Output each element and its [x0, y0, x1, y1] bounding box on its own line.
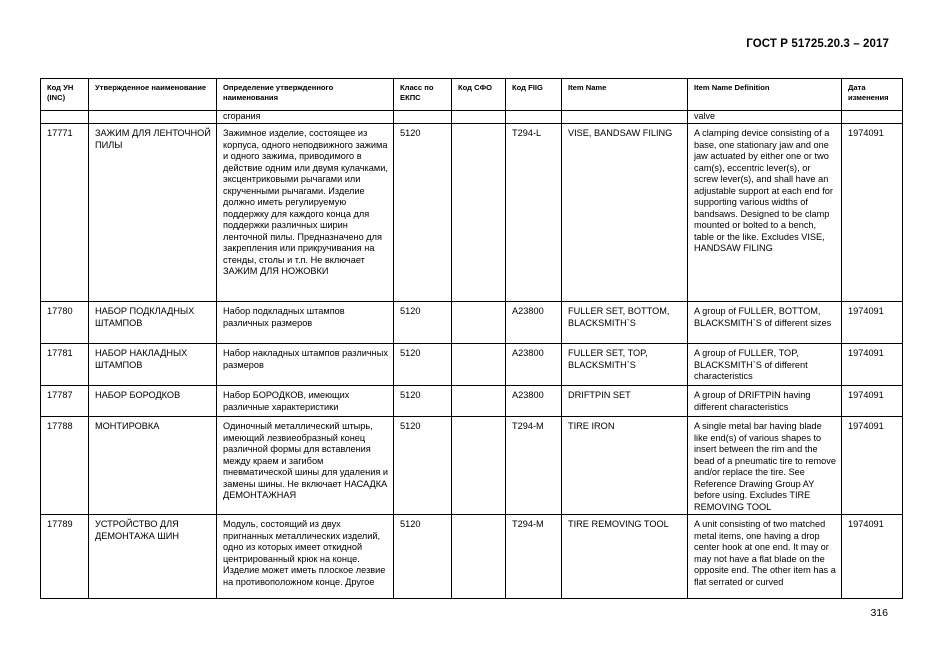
- cell-inc: 17781: [41, 344, 89, 386]
- cell-ekps: 5120: [394, 302, 452, 344]
- cell-date: 1974091: [842, 417, 903, 515]
- cell-item-name-definition: A clamping device consisting of a base, one stationary jaw and one jaw actuated by either one or two cam(s), eccentric lever(s), or screw lever(s), and shall have an adjustable support at each end for supporting various widths of bandsaws. Designed to be clamp mounted or bolted to a bench, table or the like. Excludes VISE, HANDSAW FILING: [688, 124, 842, 302]
- cell-name: НАБОР БОРОДКОВ: [89, 386, 217, 417]
- cell-fiig: T294-M: [506, 515, 562, 599]
- cell-inc: 17788: [41, 417, 89, 515]
- column-header-inc: Код УН (INC): [41, 79, 89, 111]
- cell-item-name-definition: A single metal bar having blade like end(s) of various shapes to insert between the rim and the bead of a pneumatic tire to remove and/or replace the tire. See Reference Drawing Group AY before using. Excludes TIRE REMOVING TOOL: [688, 417, 842, 515]
- column-header-name: Утвержденное наименование: [89, 79, 217, 111]
- cell-inc: 17771: [41, 124, 89, 302]
- cell-item-name: TIRE IRON: [562, 417, 688, 515]
- cell-ekps: 5120: [394, 124, 452, 302]
- cell-date: 1974091: [842, 124, 903, 302]
- cell-item-name: DRIFTPIN SET: [562, 386, 688, 417]
- cell-definition: Модуль, состоящий из двух пригнанных металлических изделий, одно из которых имеет откидной центрированный крюк на конце. Изделие может иметь плоское лезвие на противоположном конце. Другое: [217, 515, 394, 599]
- cell-item-name-definition: A group of FULLER, TOP, BLACKSMITH`S of different characteristics: [688, 344, 842, 386]
- table-row: [41, 344, 903, 386]
- cell-sfo: [452, 515, 506, 599]
- cell-item-name: VISE, BANDSAW FILING: [562, 124, 688, 302]
- cell-name: НАБОР НАКЛАДНЫХ ШТАМПОВ: [89, 344, 217, 386]
- column-header-date: Дата изменения: [842, 79, 903, 111]
- cell-fiig: T294-M: [506, 417, 562, 515]
- cell-date: 1974091: [842, 302, 903, 344]
- cell-sfo: [452, 344, 506, 386]
- cell-item-name: FULLER SET, BOTTOM, BLACKSMITH`S: [562, 302, 688, 344]
- cell-fiig: T294-L: [506, 124, 562, 302]
- cell-item-name-definition: valve: [688, 111, 842, 124]
- cell-definition: сгорания: [217, 111, 394, 124]
- column-header-item-name: Item Name: [562, 79, 688, 111]
- column-header-sfo: Код СФО: [452, 79, 506, 111]
- cell-sfo: [452, 302, 506, 344]
- cell-definition: Одиночный металлический штырь, имеющий лезвиеобразный конец различной формы для вставления между краем и загибом пневматической шины для удаления и замены шины. Не включает НАСАДКА ДЕМОНТАЖНАЯ: [217, 417, 394, 515]
- cell-inc: 17789: [41, 515, 89, 599]
- cell-ekps: 5120: [394, 515, 452, 599]
- cell-sfo: [452, 417, 506, 515]
- cell-sfo: [452, 124, 506, 302]
- cell-fiig: A23800: [506, 386, 562, 417]
- table-row: [41, 417, 903, 515]
- column-header-item-name-definition: Item Name Definition: [688, 79, 842, 111]
- cell-inc: 17787: [41, 386, 89, 417]
- page-number: 316: [870, 607, 888, 619]
- cell-definition: Зажимное изделие, состоящее из корпуса, одного неподвижного зажима и одного зажима, приводимого в действие одним или двумя кулачками, эксцентриковыми рычагами или скрученными рычагами. Изделие должно иметь регулируемую поддержку для каждого конца для поддержки различных ширин ленточной пилы. Предназначено для закрепления или прикручивания на стенды, столы и т.п. Не включает ЗАЖИМ ДЛЯ НОЖОВКИ: [217, 124, 394, 302]
- cell-ekps: 5120: [394, 344, 452, 386]
- table-header-row: [41, 79, 903, 111]
- cell-name: МОНТИРОВКА: [89, 417, 217, 515]
- cell-fiig: A23800: [506, 302, 562, 344]
- cell-name: ЗАЖИМ ДЛЯ ЛЕНТОЧНОЙ ПИЛЫ: [89, 124, 217, 302]
- cell-name: УСТРОЙСТВО ДЛЯ ДЕМОНТАЖА ШИН: [89, 515, 217, 599]
- column-header-ekps: Класс по ЕКПС: [394, 79, 452, 111]
- cell-ekps: 5120: [394, 386, 452, 417]
- table-row: [41, 124, 903, 302]
- cell-fiig: A23800: [506, 344, 562, 386]
- cell-date: 1974091: [842, 344, 903, 386]
- cell-definition: Набор БОРОДКОВ, имеющих различные характеристики: [217, 386, 394, 417]
- cell-sfo: [452, 386, 506, 417]
- cell-definition: Набор накладных штампов различных размеров: [217, 344, 394, 386]
- column-header-definition: Определение утвержденного наименования: [217, 79, 394, 111]
- cell-item-name-definition: A unit consisting of two matched metal items, one having a drop center hook at one end. It may or may not have a flat blade on the opposite end. The other item has a flat serrated or curved: [688, 515, 842, 599]
- cell-name: НАБОР ПОДКЛАДНЫХ ШТАМПОВ: [89, 302, 217, 344]
- cell-definition: Набор подкладных штампов различных размеров: [217, 302, 394, 344]
- cell-item-name: TIRE REMOVING TOOL: [562, 515, 688, 599]
- table-row: [41, 386, 903, 417]
- table-row: [41, 515, 903, 599]
- cell-item-name: FULLER SET, TOP, BLACKSMITH`S: [562, 344, 688, 386]
- table-row: [41, 302, 903, 344]
- cell-date: 1974091: [842, 386, 903, 417]
- cell-inc: 17780: [41, 302, 89, 344]
- cell-date: 1974091: [842, 515, 903, 599]
- cell-item-name-definition: A group of FULLER, BOTTOM, BLACKSMITH`S of different sizes: [688, 302, 842, 344]
- cell-item-name-definition: A group of DRIFTPIN having different characteristics: [688, 386, 842, 417]
- column-header-fiig: Код FIIG: [506, 79, 562, 111]
- document-header: ГОСТ Р 51725.20.3 – 2017: [746, 38, 889, 50]
- table-row-continuation: [41, 111, 903, 124]
- cell-ekps: 5120: [394, 417, 452, 515]
- catalog-table: [40, 78, 903, 599]
